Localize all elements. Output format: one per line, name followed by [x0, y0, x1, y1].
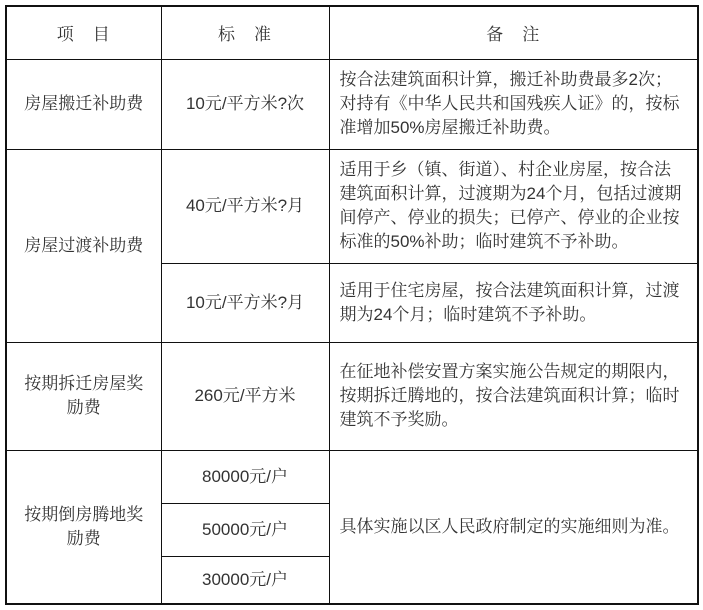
table-row: [6, 59, 698, 149]
table-header-row: [6, 6, 698, 59]
table-row: [6, 450, 698, 503]
standard-cell: 80000元/户: [161, 450, 329, 503]
standard-cell: 40元/平方米?月: [161, 149, 329, 263]
item-cell-ontime-vacating-reward: 按期倒房腾地奖励费: [6, 450, 161, 604]
remark-cell: 具体实施以区人民政府制定的实施细则为准。: [329, 450, 698, 604]
table-row: [6, 342, 698, 450]
remark-cell: 在征地补偿安置方案实施公告规定的期限内，按期拆迁腾地的，按合法建筑面积计算；临时建筑不予奖励。: [329, 342, 698, 450]
item-cell-relocation-subsidy: 房屋搬迁补助费: [6, 59, 161, 149]
remark-cell: 按合法建筑面积计算，搬迁补助费最多2次；对持有《中华人民共和国残疾人证》的，按标准增加50%房屋搬迁补助费。: [329, 59, 698, 149]
compensation-standards-table: [5, 5, 699, 605]
compensation-table-container: [5, 5, 699, 605]
table-row: [6, 149, 698, 263]
remark-cell: 适用于乡（镇、街道）、村企业房屋，按合法建筑面积计算，过渡期为24个月，包括过渡期间停产、停业的损失；已停产、停业的企业按标准的50%补助；临时建筑不予补助。: [329, 149, 698, 263]
item-cell-transition-subsidy: 房屋过渡补助费: [6, 149, 161, 342]
standard-cell: 260元/平方米: [161, 342, 329, 450]
standard-cell: 10元/平方米?月: [161, 263, 329, 342]
remark-cell: 适用于住宅房屋，按合法建筑面积计算，过渡期为24个月；临时建筑不予补助。: [329, 263, 698, 342]
header-standard: 标 准: [161, 6, 329, 59]
header-item: 项 目: [6, 6, 161, 59]
standard-cell: 50000元/户: [161, 503, 329, 556]
standard-cell: 30000元/户: [161, 556, 329, 604]
header-remark: 备 注: [329, 6, 698, 59]
item-cell-ontime-demolition-reward: 按期拆迁房屋奖励费: [6, 342, 161, 450]
standard-cell: 10元/平方米?次: [161, 59, 329, 149]
